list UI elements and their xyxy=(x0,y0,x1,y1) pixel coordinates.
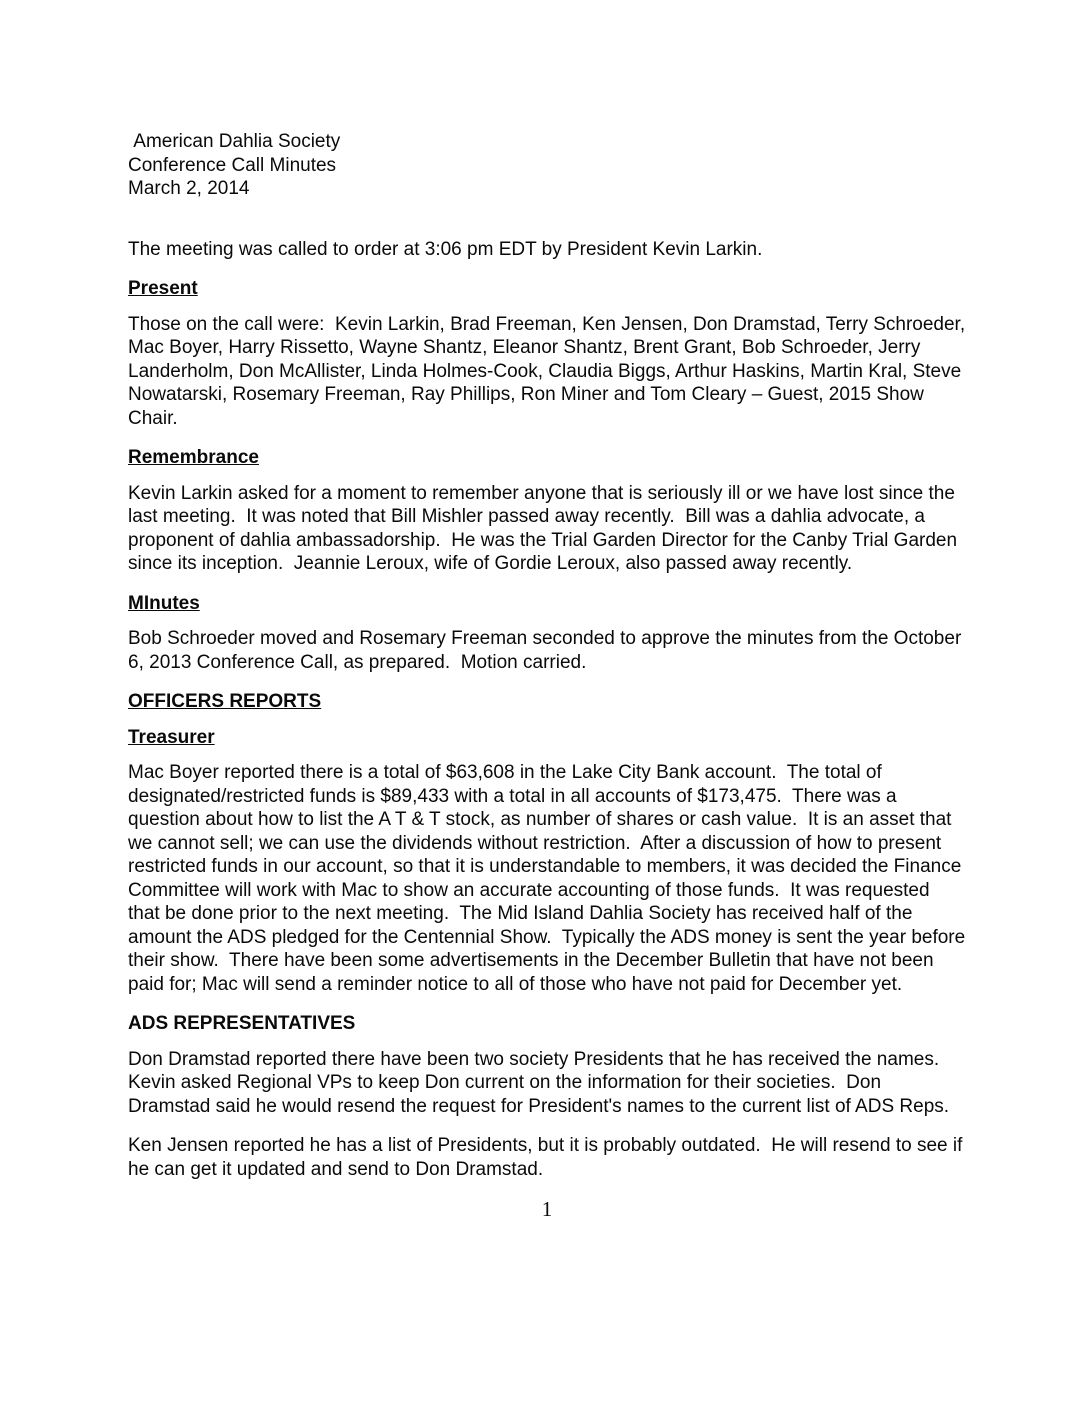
section-heading-remembrance: Remembrance xyxy=(128,447,259,468)
section-heading-ads-representatives: ADS REPRESENTATIVES xyxy=(128,1013,356,1034)
section-heading-officers-reports: OFFICERS REPORTS xyxy=(128,691,322,712)
page-number: 1 xyxy=(541,1197,553,1221)
section-officers-reports xyxy=(128,690,966,714)
section-remembrance xyxy=(128,446,966,576)
section-remembrance-paragraph: Kevin Larkin asked for a moment to remember anyone that is seriously ill or we have lost since the last meeting. It was noted that Bill Mishler passed away recently. Bill was a dahlia advocate, a proponent of dahlia ambassadorship. He was the Trial Garden Director for the Canby Trial Garden since its inception. Jeannie Leroux, wife of Gordie Leroux, also passed away recently. xyxy=(128,482,963,574)
section-ads-representatives-paragraph-1: Don Dramstad reported there have been two society Presidents that he has received the names. Kevin asked Regional VPs to keep Don current on the information for their societies. Don Dramstad said he would resend the request for President's names to the current list of ADS Reps. xyxy=(128,1048,950,1117)
section-treasurer xyxy=(128,726,971,997)
section-heading-minutes: MInutes xyxy=(128,592,200,614)
section-minutes-paragraph: Bob Schroeder moved and Rosemary Freeman seconded to approve the minutes from the October 6, 2013 Conference Call, as prepared. Motion carried. xyxy=(128,628,967,673)
section-ads-representatives-paragraph-2: Ken Jensen reported he has a list of Presidents, but it is probably outdated. He will resend to see if he can get it updated and send to Don Dramstad. xyxy=(128,1135,968,1180)
intro-paragraph: The meeting was called to order at 3:06 pm EDT by President Kevin Larkin. xyxy=(128,238,763,260)
section-heading-treasurer: Treasurer xyxy=(128,726,215,748)
section-present-paragraph: Those on the call were: Kevin Larkin, Brad Freeman, Ken Jensen, Don Dramstad, Terry Schroeder, Mac Boyer, Harry Rissetto, Wayne Shantz, Eleanor Shantz, Brent Grant, Bob Schroeder, Jerry Landerholm, Don McAllister, Linda Holmes-Cook, Claudia Biggs, Arthur Haskins, Martin Kral, Steve Nowatarski, Rosemary Freeman, Ray Phillips, Ron Miner and Tom Cleary – Guest, 2015 Show Chair. xyxy=(128,313,971,429)
section-minutes xyxy=(128,592,966,675)
header-line-org: American Dahlia Society xyxy=(128,131,341,152)
header-line-doc-type: Conference Call Minutes xyxy=(128,154,337,176)
document-header xyxy=(128,130,966,201)
section-treasurer-paragraph: Mac Boyer reported there is a total of $63,608 in the Lake City Bank account. The total of designated/restricted funds is $89,433 with a total in all accounts of $173,475. There was a question about how to list the A T & T stock, as number of shares or cash value. It is an asset that we cannot sell; we can use the dividends without restriction. After a discussion of how to present restricted funds in our account, so that it is understandable to members, it was decided the Finance Committee will work with Mac to show an accurate accounting of those funds. It was requested that be done prior to the next meeting. The Mid Island Dahlia Society has received half of the amount the ADS pledged for the Centennial Show. Typically the ADS money is sent the year before their show. There have been some advertisements in the December Bulletin that have not been paid for; Mac will send a reminder notice to all of those who have not paid for December yet. xyxy=(128,762,971,995)
header-line-date: March 2, 2014 xyxy=(128,178,250,199)
section-present xyxy=(128,277,971,430)
section-heading-present: Present xyxy=(128,278,198,299)
document-content xyxy=(128,130,971,1221)
section-ads-representatives xyxy=(128,1012,966,1181)
